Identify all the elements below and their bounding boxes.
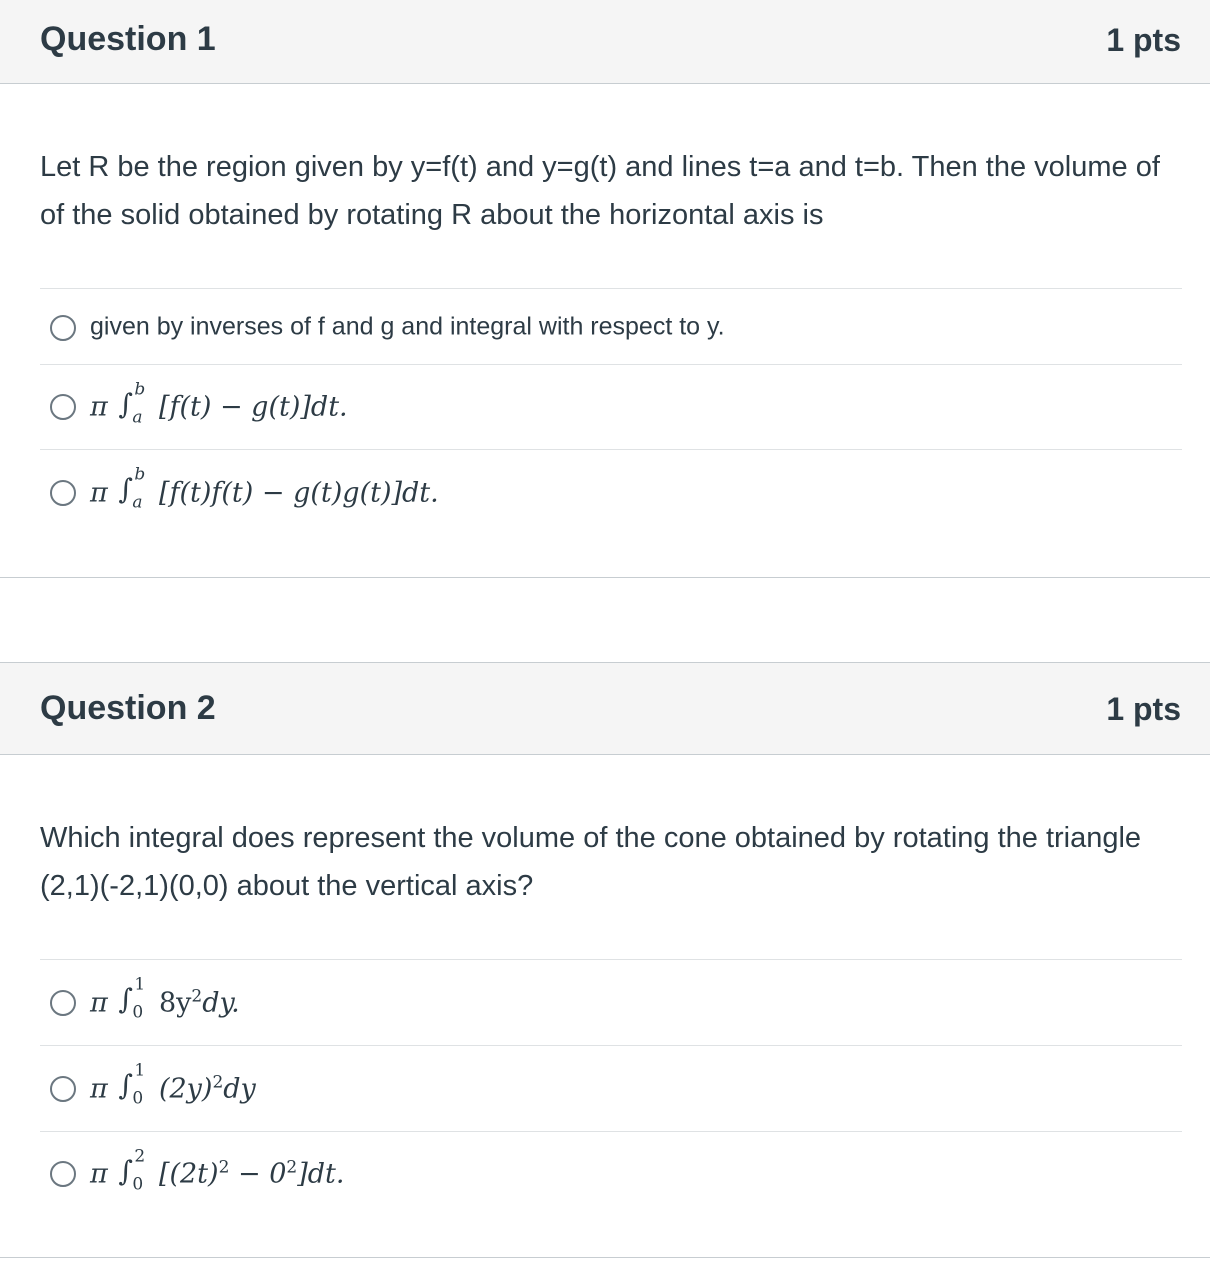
integrand: [f(t)f(t) − g(t)g(t)]dt. — [158, 476, 439, 508]
question-header — [0, 0, 1210, 84]
upper-limit: b — [134, 464, 146, 485]
radio-button[interactable] — [50, 480, 76, 506]
answer-option[interactable] — [40, 1132, 1182, 1216]
upper-limit: 1 — [134, 974, 146, 995]
radio-button[interactable] — [50, 1161, 76, 1187]
answer-option[interactable] — [40, 289, 1182, 365]
integrand: $(2y)^2dy$ — [158, 1071, 256, 1104]
answer-math — [90, 974, 240, 1023]
radio-button[interactable] — [50, 315, 76, 341]
integral-sign: ∫ 1 0 — [118, 1060, 146, 1109]
question-divider — [0, 1257, 1210, 1258]
answer-math — [90, 1145, 345, 1194]
lower-limit: a — [132, 406, 143, 427]
answer-option[interactable] — [40, 450, 1182, 535]
answer-math — [90, 378, 348, 427]
question-divider — [0, 577, 1210, 578]
pi-symbol: π — [90, 476, 108, 508]
upper-limit: 1 — [134, 1060, 146, 1081]
answer-option[interactable] — [40, 960, 1182, 1046]
pi-symbol: π — [90, 1072, 108, 1104]
question-points: 1 pts — [1106, 22, 1181, 58]
lower-limit: 0 — [132, 1088, 144, 1109]
answer-option[interactable] — [40, 365, 1182, 450]
integrand: $[(2t)^2 - 0^2]dt$. — [158, 1157, 345, 1190]
answer-option[interactable] — [40, 1046, 1182, 1132]
lower-limit: 0 — [132, 1173, 144, 1194]
answer-list — [40, 959, 1182, 1216]
radio-button[interactable] — [50, 1076, 76, 1102]
answer-math — [90, 464, 439, 513]
integral-sign: ∫ b a — [118, 464, 146, 513]
question-text: Which integral does represent the volume of the cone obtained by rotating the triangle (2,1)(-2,1)(0,0) about the vertical axis? — [40, 822, 1142, 902]
answer-label: given by inverses of f and g and integral with respect to y. — [90, 312, 725, 340]
pi-symbol: π — [90, 391, 108, 423]
pi-symbol: π — [90, 1158, 108, 1190]
pi-symbol: π — [90, 986, 108, 1018]
answer-math — [90, 1060, 256, 1109]
upper-limit: b — [134, 378, 146, 399]
question-text: Let R be the region given by y=f(t) and y=g(t) and lines t=a and t=b. Then the volume of of the solid obtained by rotating R about the horizontal axis is — [40, 151, 1160, 231]
radio-button[interactable] — [50, 990, 76, 1016]
radio-button[interactable] — [50, 394, 76, 420]
upper-limit: 2 — [134, 1145, 146, 1166]
question-title: Question 2 — [40, 689, 216, 727]
lower-limit: 0 — [132, 1002, 144, 1023]
integrand: [f(t) − g(t)]dt. — [158, 391, 348, 423]
integrand: $8y^2dy$. — [158, 985, 240, 1018]
question-title: Question 1 — [40, 20, 216, 58]
integral-sign: ∫ b a — [118, 378, 146, 427]
answer-list — [40, 288, 1182, 535]
integral-sign: ∫ 1 0 — [118, 974, 146, 1023]
question-header — [0, 662, 1210, 755]
integral-sign: ∫ 2 0 — [118, 1145, 146, 1194]
question-2 — [0, 662, 1210, 1258]
question-points: 1 pts — [1106, 691, 1181, 727]
lower-limit: a — [132, 492, 143, 513]
question-1 — [0, 0, 1210, 578]
